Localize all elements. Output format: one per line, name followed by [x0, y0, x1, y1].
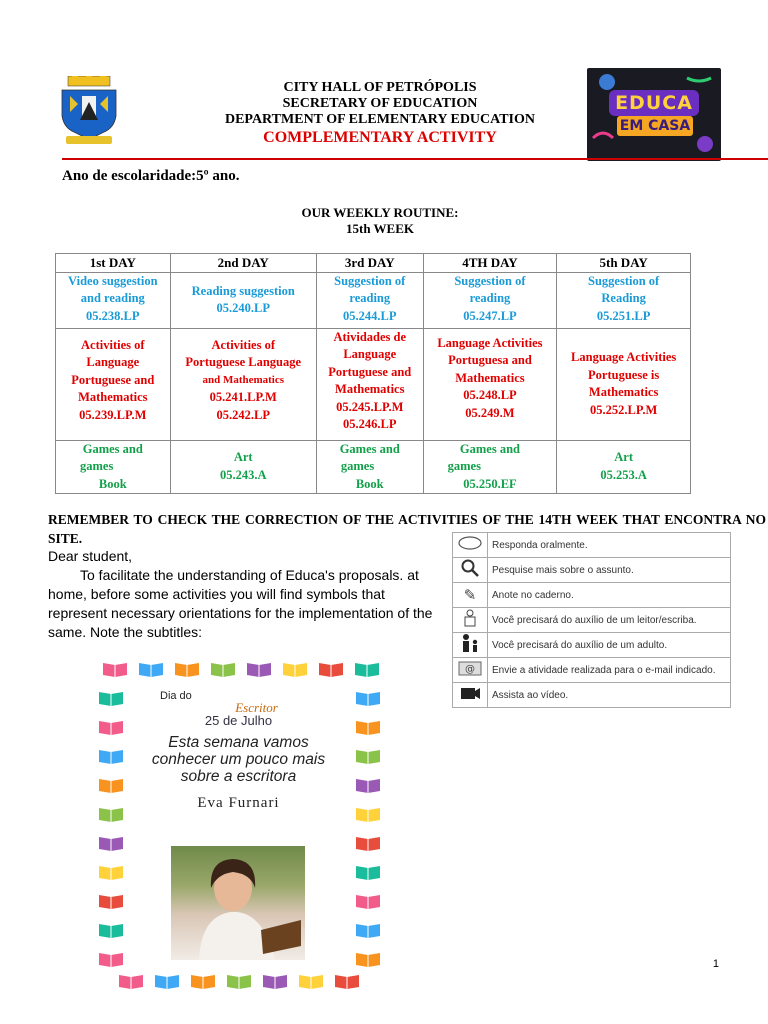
cell-line: 05.240.LP — [216, 301, 270, 315]
book-decoration — [98, 892, 124, 909]
book-decoration — [355, 747, 381, 764]
legend-text: Envie a atividade realizada para o e-mail indicado. — [488, 658, 731, 683]
routine-title: OUR WEEKLY ROUTINE: — [301, 205, 459, 220]
day-header: 3rd DAY — [316, 254, 423, 273]
cell-line: Portuguesa and — [448, 353, 532, 367]
cell-line: Games and — [82, 441, 143, 456]
poster-main-text: Esta semana vamos conhecer um pouco mais sobre a escritora — [151, 734, 326, 785]
cell-line: 05.244.LP — [343, 308, 397, 323]
book-decoration — [98, 689, 124, 706]
cell-line: Portuguese is — [588, 367, 660, 382]
email-icon — [453, 658, 488, 683]
cell-line: Suggestion of — [588, 273, 660, 288]
book-decoration — [355, 950, 381, 967]
page-number: 1 — [712, 958, 719, 970]
cell-line: Mathematics — [588, 385, 659, 399]
legend-text: Responda oralmente. — [488, 533, 731, 558]
table-cell — [56, 440, 171, 494]
cell-line: Portuguese and — [71, 372, 155, 387]
poster-text — [136, 690, 341, 812]
table-cell — [423, 328, 557, 440]
adult-child-icon — [453, 633, 488, 658]
book-decoration — [355, 892, 381, 909]
weekly-routine-heading — [200, 205, 560, 237]
book-decoration — [355, 805, 381, 822]
legend-text: Você precisará do auxílio de um leitor/escriba. — [488, 608, 731, 633]
cell-line: Reading — [601, 291, 646, 305]
cell-line: Reading suggestion — [191, 283, 295, 298]
reader-icon — [453, 608, 488, 633]
author-photo — [171, 846, 305, 960]
table-cell — [557, 440, 691, 494]
table-row-games-art — [56, 440, 691, 494]
table-header-row — [56, 254, 691, 273]
legend-text: Assista ao vídeo. — [488, 683, 731, 708]
cell-line: Mathematics — [335, 382, 405, 396]
day-header: 2nd DAY — [170, 254, 316, 273]
table-row-activities — [56, 328, 691, 440]
document-header — [150, 80, 610, 146]
legend-row — [453, 608, 731, 633]
correction-notice: REMEMBER TO CHECK THE CORRECTION OF THE ACTIVITIES OF THE 14TH WEEK THAT ENCONTRA NO SITE. — [48, 512, 766, 546]
cell-line: Book — [98, 476, 127, 491]
book-decoration — [355, 863, 381, 880]
cell-line: games — [80, 459, 114, 473]
header-city-hall: CITY HALL OF PETRÓPOLIS — [283, 80, 477, 95]
cell-line: 05.252.LP.M — [590, 402, 658, 417]
table-cell — [170, 272, 316, 328]
table-cell — [557, 328, 691, 440]
book-decoration — [298, 972, 324, 989]
city-crest-logo — [60, 76, 118, 148]
legend-text: Você precisará do auxílio de um adulto. — [488, 633, 731, 658]
cell-line: Activities of — [211, 337, 275, 352]
book-decoration — [282, 660, 308, 677]
book-decoration — [318, 660, 344, 677]
book-decoration — [138, 660, 164, 677]
legend-row — [453, 558, 731, 583]
cell-line: Language Activities — [571, 350, 677, 364]
pencil-icon: ✎ — [453, 583, 488, 608]
cell-line: Games and — [459, 441, 520, 456]
table-cell — [170, 440, 316, 494]
book-decoration — [355, 834, 381, 851]
writers-day-poster — [96, 658, 383, 991]
cell-line: 05.238.LP — [86, 308, 140, 323]
cell-line: Mathematics — [78, 390, 148, 404]
cell-line: Portuguese and — [328, 364, 412, 379]
cell-line: 05.245.LP.M — [336, 399, 404, 414]
book-decoration — [246, 660, 272, 677]
cell-line: 05.242.LP — [216, 407, 270, 422]
educa-logo-line2: EM CASA — [619, 118, 691, 134]
book-decoration — [98, 718, 124, 735]
table-cell — [316, 440, 423, 494]
book-decoration — [98, 776, 124, 793]
grade-label: Ano de escolaridade:5º ano. — [62, 168, 240, 184]
book-decoration — [98, 834, 124, 851]
legend-text: Anote no caderno. — [488, 583, 731, 608]
cell-line: 05.248.LP — [463, 388, 517, 402]
legend-row — [453, 633, 731, 658]
weekly-routine-table — [55, 253, 691, 494]
cell-line: Suggestion of — [454, 273, 526, 288]
header-divider — [62, 158, 768, 160]
letter-to-student — [48, 547, 433, 642]
cell-line: reading — [469, 291, 511, 305]
speech-bubble-icon — [453, 533, 488, 558]
book-decoration — [174, 660, 200, 677]
header-secretary: SECRETARY OF EDUCATION — [282, 96, 478, 111]
legend-row — [453, 533, 731, 558]
book-decoration — [118, 972, 144, 989]
letter-body: To facilitate the understanding of Educa's proposals. at home, before some activities you will find symbols that represent necessary orientations for the implementation of the same. Note the subtitles: — [48, 567, 433, 640]
book-decoration — [355, 689, 381, 706]
magnifier-icon — [453, 558, 488, 583]
cell-line: 05.239.LP.M — [79, 407, 147, 422]
legend-row — [453, 658, 731, 683]
table-cell — [316, 328, 423, 440]
cell-line: 05.246.LP — [343, 417, 397, 431]
cell-line: games — [340, 459, 375, 473]
day-header: 5th DAY — [557, 254, 691, 273]
cell-line: Art — [614, 450, 634, 465]
cell-line: and reading — [80, 291, 145, 305]
cell-line: reading — [349, 291, 391, 305]
book-decoration — [334, 972, 360, 989]
cell-line: Language — [343, 347, 397, 361]
book-decoration — [98, 805, 124, 822]
routine-week: 15th WEEK — [345, 221, 415, 236]
table-cell — [423, 440, 557, 494]
video-icon — [453, 683, 488, 708]
cell-line: 05.250.EF — [463, 476, 517, 491]
poster-date: 25 de Julho — [204, 713, 273, 728]
cell-line: Book — [355, 476, 384, 491]
cell-line: games — [447, 459, 481, 473]
table-row-reading — [56, 272, 691, 328]
legend-text: Pesquise mais sobre o assunto. — [488, 558, 731, 583]
book-decoration — [355, 921, 381, 938]
book-decoration — [210, 660, 236, 677]
book-decoration — [190, 972, 216, 989]
cell-line: Language Activities — [437, 335, 543, 350]
cell-line: 05.247.LP — [463, 308, 517, 323]
educa-logo-line1: EDUCA — [615, 92, 693, 114]
cell-line: 05.243.A — [219, 467, 267, 482]
book-decoration — [98, 747, 124, 764]
cell-line: Atividades de — [333, 329, 407, 344]
day-header: 4TH DAY — [423, 254, 557, 273]
cell-line: 05.253.A — [600, 467, 647, 482]
book-decoration — [354, 660, 380, 677]
table-cell — [423, 272, 557, 328]
table-cell — [170, 328, 316, 440]
cell-line: Video suggestion — [68, 273, 158, 288]
table-cell — [316, 272, 423, 328]
cell-line: Language — [86, 355, 140, 369]
day-header: 1st DAY — [56, 254, 171, 273]
cell-line: Art — [233, 450, 253, 465]
book-decoration — [226, 972, 252, 989]
poster-dia: Dia do — [160, 690, 192, 702]
cell-line: Activities of — [81, 337, 145, 352]
cell-line: 05.241.LP.M — [209, 390, 277, 404]
cell-line: Mathematics — [455, 370, 525, 385]
book-decoration — [154, 972, 180, 989]
header-title: COMPLEMENTARY ACTIVITY — [263, 129, 497, 146]
legend-row — [453, 583, 731, 608]
legend-row — [453, 683, 731, 708]
cell-line: 05.249.M — [465, 405, 515, 420]
cell-line: 05.251.LP — [596, 308, 651, 323]
letter-greeting: Dear student, — [48, 548, 133, 564]
book-decoration — [355, 776, 381, 793]
poster-escritor: Escritor — [235, 700, 278, 715]
poster-author-name: Eva Furnari — [197, 795, 280, 811]
header-department: DEPARTMENT OF ELEMENTARY EDUCATION — [224, 112, 536, 127]
cell-line: Portuguese Language — [185, 355, 302, 369]
book-decoration — [102, 660, 128, 677]
table-cell — [557, 272, 691, 328]
svg-text:@: @ — [465, 664, 475, 675]
cell-line: and Mathematics — [202, 373, 285, 386]
book-decoration — [355, 718, 381, 735]
table-cell — [56, 272, 171, 328]
book-decoration — [98, 921, 124, 938]
table-cell — [56, 328, 171, 440]
book-decoration — [98, 863, 124, 880]
symbols-legend — [452, 532, 731, 708]
cell-line: Games and — [339, 441, 400, 456]
cell-line: Suggestion of — [334, 273, 406, 288]
educa-em-casa-logo — [587, 68, 721, 161]
book-decoration — [98, 950, 124, 967]
book-decoration — [262, 972, 288, 989]
